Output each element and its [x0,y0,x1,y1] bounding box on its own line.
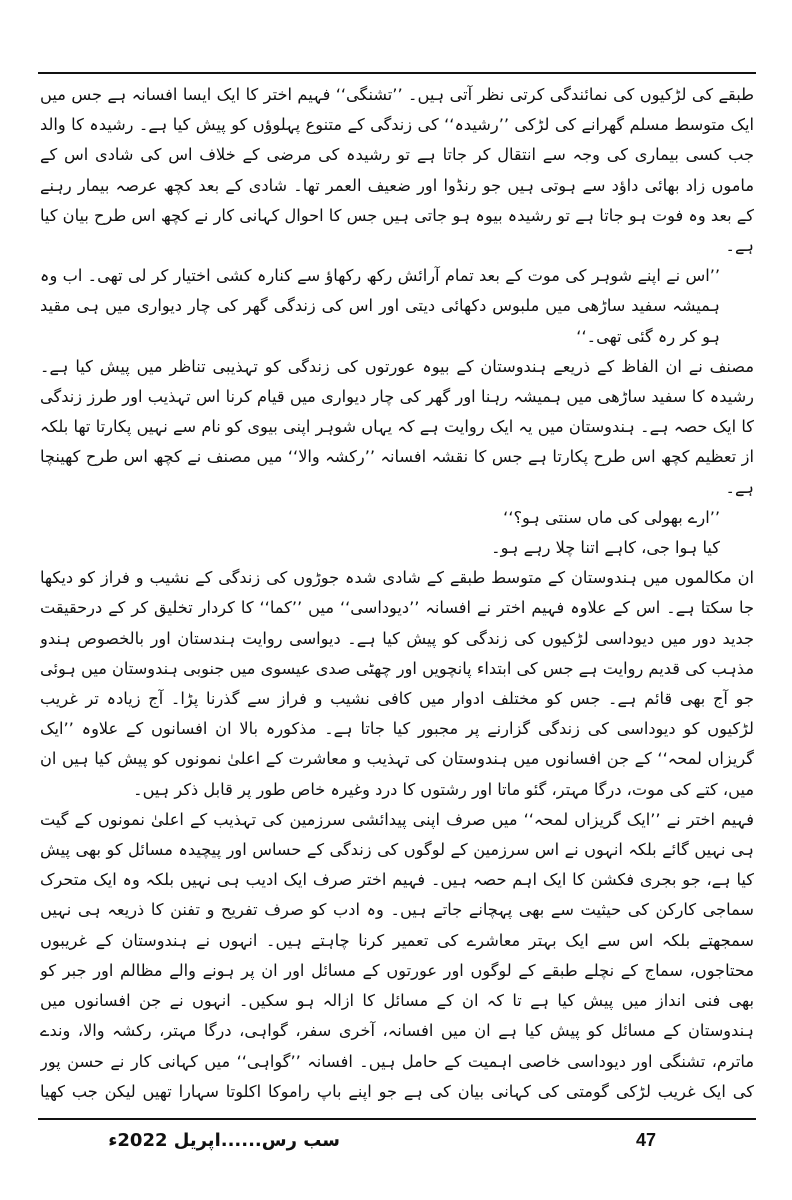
paragraph: فہیم اختر نے ’’ایک گریزاں لمحہ‘‘ میں صرف اپنی پیدائشی سرزمین کی تہذیب کے اعلیٰ نمونوں کے گیت ہی نہیں گائے بلکہ انہوں نے اس سرزمین کے لوگوں کی زندگی کے حساس اور پیچیدہ مسائل کو بھی پیش کیا ہے، جو بجری فکشن کا ایک اہم حصہ ہیں۔ فہیم اختر صرف ایک ادیب ہی نہیں بلکہ وہ ایک متحرک سماجی کارکن کی حیثیت سے بھی پہچانے جاتے ہیں۔ وہ ادب کو صرف تفریح و تفنن کا ذریعہ ہی نہیں سمجھتے بلکہ اس سے ایک بہتر معاشرے کی تعمیر کرنا چاہتے ہیں۔ انہوں نے ہندوستان کے غریبوں محتاجوں، سماج کے نچلے طبقے کے لوگوں اور عورتوں کے مسائل اور ان پر ہونے والے مظالم اور جبر کو بھی فنی انداز میں پیش کیا ہے تا کہ ان کے مسائل کا ازالہ ہو سکیں۔ انہوں نے جن افسانوں میں ہندوستان کے مسائل کو پیش کیا ہے ان میں افسانہ، آخری سفر، گواہی، درگا مہتر، رکشہ والا، وندے ماترم، تشنگی اور دیوداسی خاصی اہمیت کے حامل ہیں۔ افسانہ ’’گواہی‘‘ میں کہانی کار نے حسن پور کی ایک غریب لڑکی گومتی کی کہانی بیان کی ہے جو اپنے باپ راموکا اکلوتا سہارا تھیں لیکن جب کھیا [40,809,754,1101]
footer-separator: ...... [220,1130,262,1151]
issue-date: اپریل 2022ء [108,1130,221,1151]
bottom-rule [38,1118,756,1120]
dialogue-line: کیا ہوا جی، کاہے اتنا چلا رہے ہو۔ [491,538,720,558]
magazine-issue-label [108,1130,340,1151]
paragraph: ان مکالموں میں ہندوستان کے متوسط طبقے کے شادی شدہ جوڑوں کی زندگی کے نشیب و فراز کو دیکھا جا سکتا ہے۔ اس کے علاوہ فہیم اختر نے افسانہ ’’دیوداسی‘‘ میں ’’کما‘‘ کا کردار تخلیق کر کے درحقیقت جدید دور میں دیوداسی لڑکیوں کی زندگی کو پیش کیا ہے۔ دیواسی روایت ہندستان اور بالخصوص ہندو مذہب کی قدیم روایت ہے جس کی ابتداء پانچویں اور چھٹی صدی عیسوی میں جنوبی ہندوستان میں ہوئی جو آج بھی قائم ہے۔ جس کو مختلف ادوار میں کافی نشیب و فراز سے گذرنا پڑا۔ آج زیادہ تر غریب لڑکیوں کو دیوداسی کی زندگی گزارنے پر مجبور کیا جاتا ہے۔ مذکورہ بالا ان افسانوں کے علاوہ ’’ایک گریزاں لمحہ‘‘ کے جن افسانوں میں ہندوستان کی تہذیب و معاشرت کے اعلیٰ نمونوں کو پیش کیا ہیں ان میں، کتے کی موت، درگا مہتر، گئو ماتا اور رشتوں کا درد وغیرہ خاص طور پر قابل ذکر ہیں۔ [40,568,754,799]
dialogue-line: ’’ارے بھولی کی ماں سنتی ہو؟‘‘ [503,507,720,527]
article-body [40,80,754,1110]
page-number: 47 [636,1130,657,1150]
paragraph: طبقے کی لڑکیوں کی نمائندگی کرتی نظر آتی ہیں۔ ’’تشنگی‘‘ فہیم اختر کا ایک ایسا افسانہ ہے جس میں ایک متوسط مسلم گھرانے کی لڑکی ’’رشیدہ‘‘ کی زندگی کے متنوع پہلوؤں کو پیش کیا ہے۔ رشیدہ کا والد جب کسی بیماری کی وجہ سے انتقال کر جاتا ہے تو رشیدہ کی مرضی کے خلاف اس کی شادی اس کے ماموں زاد بھائی داؤد سے ہوتی ہیں جو رنڈوا اور ضعیف العمر تھا۔ شادی کے بعد کچھ عرصہ بیمار رہنے کے بعد وہ فوت ہو جاتا ہے تو رشیدہ بیوہ ہو جاتی ہیں جس کا احوال کہانی کار نے کچھ اس طرح بیان کیا ہے۔ [40,85,754,256]
page-footer [40,1128,754,1162]
quote-paragraph: ’’اس نے اپنے شوہر کی موت کے بعد تمام آرائش رکھ رکھاؤ سے کنارہ کشی اختیار کر لی تھی۔ اب وہ ہمیشہ سفید ساڑھی میں ملبوس دکھائی دیتی اور اس کی زندگی گھر کی چار دیواری میں ہی مقید ہو کر رہ گئی تھی۔‘‘ [40,266,720,346]
top-rule [38,72,756,74]
magazine-name: سب رس [261,1130,340,1151]
paragraph: مصنف نے ان الفاظ کے ذریعے ہندوستان کے بیوہ عورتوں کی زندگی کو تہذیبی تناظر میں پیش کیا ہے۔ رشیدہ کا سفید ساڑھی میں ہمیشہ رہنا اور گھر کی چار دیواری میں قیام کرنا اس تہذیب اور طرز زندگی کا ایک حصہ ہے۔ ہندوستان میں یہ ایک روایت ہے کہ یہاں شوہر اپنی بیوی کو نام سے نہیں پکارتا تھا بلکہ از تعظیم کچھ اس طرح پکارتا ہے جس کا نقشہ افسانہ ’’رکشہ والا‘‘ میں مصنف نے کچھ اس طرح کھینچا ہے۔ [40,356,754,497]
